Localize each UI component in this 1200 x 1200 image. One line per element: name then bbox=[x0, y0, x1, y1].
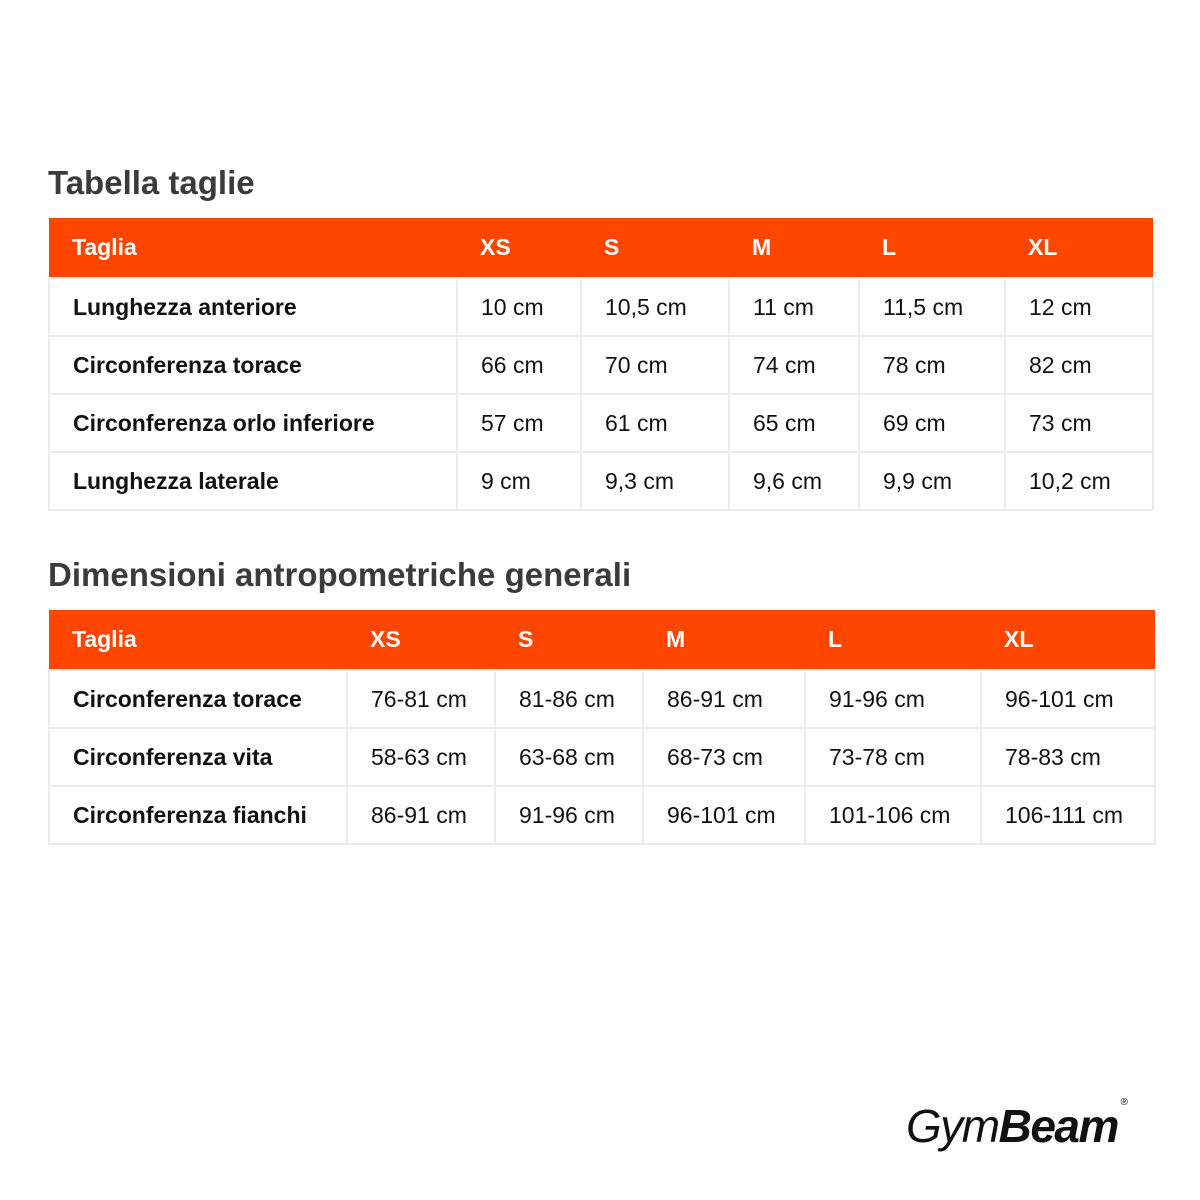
table-cell: 9,9 cm bbox=[859, 452, 1005, 510]
table-cell: 66 cm bbox=[457, 336, 581, 394]
table-row bbox=[49, 670, 1155, 728]
table-cell: 82 cm bbox=[1005, 336, 1153, 394]
row-label: Circonferenza torace bbox=[49, 336, 457, 394]
table-cell: 57 cm bbox=[457, 394, 581, 452]
header-cell-xl: XL bbox=[1028, 234, 1058, 260]
size-table bbox=[48, 218, 1154, 511]
header-cell-s: S bbox=[604, 234, 620, 260]
table-cell: 76-81 cm bbox=[347, 670, 495, 728]
header-cell-xl: XL bbox=[1004, 626, 1034, 652]
table-cell: 10,5 cm bbox=[581, 278, 729, 336]
table-cell: 58-63 cm bbox=[347, 728, 495, 786]
body-table-title: Dimensioni antropometriche generali bbox=[48, 556, 632, 593]
table-row bbox=[49, 336, 1153, 394]
header-cell-l: L bbox=[828, 626, 843, 652]
table-cell: 10 cm bbox=[457, 278, 581, 336]
table-cell: 86-91 cm bbox=[347, 786, 495, 844]
table-cell: 73 cm bbox=[1005, 394, 1153, 452]
row-label: Circonferenza orlo inferiore bbox=[49, 394, 457, 452]
table-cell: 11,5 cm bbox=[859, 278, 1005, 336]
table-cell: 69 cm bbox=[859, 394, 1005, 452]
table-cell: 70 cm bbox=[581, 336, 729, 394]
size-table-title: Tabella taglie bbox=[48, 164, 255, 201]
table-cell: 61 cm bbox=[581, 394, 729, 452]
table-cell: 86-91 cm bbox=[643, 670, 805, 728]
header-cell-l: L bbox=[882, 234, 897, 260]
body-measurements-table bbox=[48, 610, 1156, 845]
table-row bbox=[49, 394, 1153, 452]
table-cell: 91-96 cm bbox=[805, 670, 981, 728]
table-cell: 10,2 cm bbox=[1005, 452, 1153, 510]
row-label: Lunghezza laterale bbox=[49, 452, 457, 510]
table-cell: 73-78 cm bbox=[805, 728, 981, 786]
row-label: Circonferenza fianchi bbox=[49, 786, 347, 844]
row-label: Circonferenza vita bbox=[49, 728, 347, 786]
gymbeam-logo bbox=[906, 1096, 1128, 1156]
table-cell: 91-96 cm bbox=[495, 786, 643, 844]
table-row bbox=[49, 452, 1153, 510]
table-cell: 78-83 cm bbox=[981, 728, 1155, 786]
logo-text-gym: Gym bbox=[906, 1100, 999, 1152]
table-row bbox=[49, 278, 1153, 336]
table-cell: 63-68 cm bbox=[495, 728, 643, 786]
table-row bbox=[49, 728, 1155, 786]
table-cell: 96-101 cm bbox=[643, 786, 805, 844]
table-row bbox=[49, 786, 1155, 844]
header-cell-xs: XS bbox=[370, 626, 401, 652]
table-cell: 12 cm bbox=[1005, 278, 1153, 336]
logo-text-beam: Beam bbox=[998, 1100, 1118, 1152]
table-cell: 96-101 cm bbox=[981, 670, 1155, 728]
header-cell-m: M bbox=[666, 626, 686, 652]
table-cell: 65 cm bbox=[729, 394, 859, 452]
header-cell-xs: XS bbox=[480, 234, 511, 260]
row-label: Lunghezza anteriore bbox=[49, 278, 457, 336]
table-header-row bbox=[49, 610, 1155, 670]
row-label: Circonferenza torace bbox=[49, 670, 347, 728]
header-cell-taglia: Taglia bbox=[72, 626, 137, 652]
table-cell: 101-106 cm bbox=[805, 786, 981, 844]
table-cell: 81-86 cm bbox=[495, 670, 643, 728]
header-cell-s: S bbox=[518, 626, 534, 652]
table-cell: 9,6 cm bbox=[729, 452, 859, 510]
table-cell: 11 cm bbox=[729, 278, 859, 336]
table-cell: 106-111 cm bbox=[981, 786, 1155, 844]
table-header-row bbox=[49, 218, 1153, 278]
registered-mark: ® bbox=[1120, 1097, 1128, 1108]
table-cell: 68-73 cm bbox=[643, 728, 805, 786]
table-cell: 78 cm bbox=[859, 336, 1005, 394]
header-cell-taglia: Taglia bbox=[72, 234, 137, 260]
header-cell-m: M bbox=[752, 234, 772, 260]
table-cell: 9,3 cm bbox=[581, 452, 729, 510]
table-cell: 74 cm bbox=[729, 336, 859, 394]
table-cell: 9 cm bbox=[457, 452, 581, 510]
